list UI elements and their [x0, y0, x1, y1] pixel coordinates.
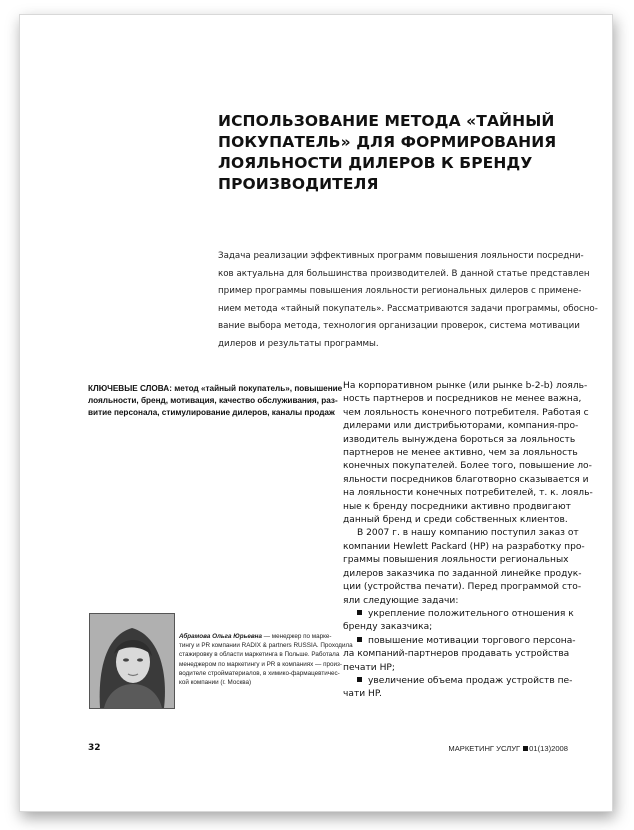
body-line: чем лояльность конечного потребителя. Работая с — [343, 407, 589, 418]
author-bio-line: водителе стройматериалов, в химико-фармацевтичес- — [179, 669, 340, 677]
title-line: ПРОИЗВОДИТЕЛЯ — [218, 175, 379, 193]
body-line: на лояльности конечных потребителей, т. к. лояль- — [343, 488, 593, 499]
bullet-square-icon — [357, 637, 362, 642]
journal-issue: 01(13)2008 — [529, 744, 568, 753]
task-item — [343, 635, 583, 648]
body-line: ные к бренду посредники активно продвигают — [343, 501, 571, 512]
abstract-line: нием метода «тайный покупатель». Рассматриваются задачи программы, обосно- — [218, 303, 598, 314]
bullet-square-icon — [357, 677, 362, 682]
title-line: ПОКУПАТЕЛЬ» ДЛЯ ФОРМИРОВАНИЯ — [218, 133, 557, 151]
keywords-line: КЛЮЧЕВЫЕ СЛОВА: метод «тайный покупатель», повышение — [88, 384, 343, 393]
author-portrait-icon — [90, 614, 174, 708]
author-bio-text: — менеджер по марке- — [261, 633, 332, 640]
abstract-line: Задача реализации эффективных программ повышения лояльности посредни- — [218, 251, 584, 261]
author-bio — [179, 632, 353, 687]
task-line: чати HP. — [343, 689, 382, 700]
journal-name: МАРКЕТИНГ УСЛУГ — [448, 744, 521, 753]
body-line: изводитель вынуждена бороться за лояльность — [343, 434, 576, 445]
bullet-square-icon — [357, 610, 362, 615]
article-title — [218, 111, 557, 195]
body-line: дилеров заказчика по заданной линейке продук- — [343, 568, 582, 579]
page-number: 32 — [88, 743, 101, 753]
journal-footer — [448, 744, 568, 753]
article-abstract — [218, 248, 608, 354]
task-item — [343, 675, 583, 688]
task-text: повышение мотивации торгового персона- — [368, 635, 576, 646]
abstract-line: пример программы повышения лояльности региональных дилеров с примене- — [218, 286, 582, 297]
keywords-block — [88, 383, 343, 418]
article-body — [343, 380, 593, 702]
author-name: Абрамова Ольга Юрьевна — [179, 633, 262, 640]
body-line: партнеров не менее активно, чем за лояльность — [343, 448, 578, 459]
body-line: компании Hewlett Packard (HP) на разработку про- — [343, 541, 585, 552]
title-line: ИСПОЛЬЗОВАНИЕ МЕТОДА «ТАЙНЫЙ — [218, 112, 555, 130]
keywords-line: витие персонала, стимулирование дилеров, каналы продаж — [88, 407, 335, 417]
task-line: ла компаний-партнеров продавать устройства — [343, 649, 570, 660]
author-bio-line: менеджером по маркетингу и PR в компаниях — произ- — [179, 660, 343, 668]
task-text: укрепление положительного отношения к — [368, 608, 574, 619]
title-line: ЛОЯЛЬНОСТИ ДИЛЕРОВ К БРЕНДУ — [218, 154, 533, 172]
task-text: увеличение объема продаж устройств пе- — [368, 675, 573, 686]
task-line: бренду заказчика; — [343, 622, 433, 633]
body-line: конечных покупателей. Более того, повышение ло- — [343, 461, 592, 472]
abstract-line: ков актуальна для большинства производителей. В данной статье представлен — [218, 268, 590, 279]
abstract-line: вание выбора метода, технология организации проверок, система мотивации — [218, 321, 580, 332]
body-line: ность партнеров и посредников не менее важна, — [343, 394, 582, 405]
author-bio-line: кой компании (г. Москва) — [179, 679, 252, 687]
author-bio-line: стажировку в области маркетинга в Польше. Работала — [179, 651, 340, 659]
body-line: яли следующие задачи: — [343, 595, 459, 606]
task-item — [343, 608, 583, 621]
body-line: яльности посредников благотворно сказывается и — [343, 474, 589, 485]
body-line: граммы повышения лояльности региональных — [343, 555, 569, 566]
author-bio-line: тингу и PR компании RADIX & partners RUSSIA. Проходила — [179, 642, 353, 650]
body-line: дилерами или дистрибьюторами, компания-про- — [343, 421, 579, 432]
abstract-line: дилеров и результаты программы. — [218, 338, 379, 349]
author-photo — [89, 613, 175, 709]
body-line: ции (устройства печати). Перед программой сто- — [343, 582, 582, 593]
magazine-page — [19, 14, 613, 812]
author-bio-line — [179, 632, 344, 641]
body-line: В 2007 г. в нашу компанию поступил заказ от — [357, 528, 579, 539]
body-line: На корпоративном рынке (или рынке b-2-b) лояль- — [343, 381, 588, 391]
body-line: данный бренд и среди собственных клиентов. — [343, 515, 568, 526]
task-line: печати HP; — [343, 662, 395, 673]
keywords-line: лояльности, бренд, мотивация, качество обслуживания, раз- — [88, 395, 338, 405]
square-separator-icon — [523, 746, 528, 751]
